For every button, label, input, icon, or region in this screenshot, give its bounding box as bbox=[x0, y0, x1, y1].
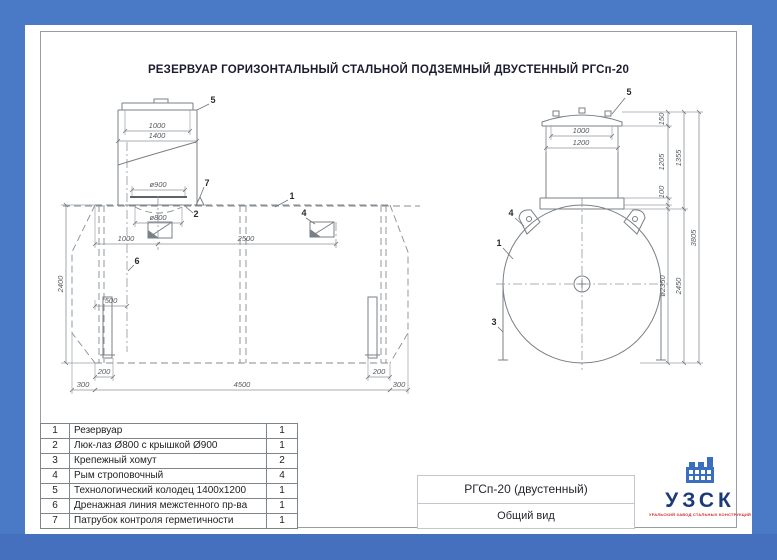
uzsk-logo bbox=[643, 455, 757, 517]
tank-outline-side bbox=[72, 205, 408, 363]
part-qty: 1 bbox=[267, 424, 298, 439]
callout-well-end: 5 bbox=[626, 87, 632, 97]
part-name: Дренажная линия межстенного пр-ва bbox=[70, 499, 267, 514]
strap-right bbox=[365, 297, 380, 358]
dim-edge-to-manhole: 1000 bbox=[117, 234, 135, 243]
dim-well-inner-side: 1000 bbox=[148, 121, 166, 130]
well-end bbox=[540, 108, 624, 209]
dim-right-strap: 200 bbox=[372, 367, 386, 376]
table-row bbox=[41, 439, 298, 454]
part-qty: 1 bbox=[267, 484, 298, 499]
rym-end-left bbox=[519, 210, 540, 234]
extension-lines-end bbox=[546, 112, 703, 363]
dim-cover-dia: ø900 bbox=[149, 180, 167, 189]
callout-drain: 6 bbox=[134, 256, 140, 266]
dim-tank-height: 2450 bbox=[674, 277, 683, 295]
part-name: Резервуар bbox=[70, 424, 267, 439]
part-qty: 1 bbox=[267, 439, 298, 454]
dim-well-outer-side: 1400 bbox=[148, 131, 166, 140]
callout-manhole: 2 bbox=[193, 209, 199, 219]
part-qty: 1 bbox=[267, 514, 298, 529]
table-row bbox=[41, 424, 298, 439]
part-name: Крепежный хомут bbox=[70, 454, 267, 469]
drawing-title: РЕЗЕРВУАР ГОРИЗОНТАЛЬНЫЙ СТАЛЬНОЙ ПОДЗЕМНЫЙ ДВУСТЕННЫЙ РГСп-20 bbox=[147, 64, 630, 76]
part-qty: 1 bbox=[267, 499, 298, 514]
bottom-strip bbox=[0, 534, 777, 560]
dimension-lines-end bbox=[546, 112, 699, 363]
callout-leaders-end bbox=[498, 98, 625, 332]
part-no: 4 bbox=[41, 469, 70, 484]
dim-cone-right: 300 bbox=[392, 380, 406, 389]
title-block bbox=[417, 475, 635, 529]
part-no: 2 bbox=[41, 439, 70, 454]
dim-height-side: 2400 bbox=[56, 275, 65, 293]
dim-manhole-to-rym: 2500 bbox=[237, 234, 255, 243]
dim-well-height: 1205 bbox=[657, 153, 666, 171]
factory-icon bbox=[680, 455, 720, 485]
table-row bbox=[41, 499, 298, 514]
dim-well-total: 1355 bbox=[674, 149, 683, 167]
callout-tank-end: 1 bbox=[496, 238, 502, 248]
part-qty: 2 bbox=[267, 454, 298, 469]
table-row bbox=[41, 454, 298, 469]
part-name: Патрубок контроля герметичности bbox=[70, 514, 267, 529]
extension-lines-side bbox=[61, 110, 408, 394]
rym-end-right bbox=[624, 210, 645, 234]
dim-lid-height: 150 bbox=[657, 112, 666, 126]
part-no: 1 bbox=[41, 424, 70, 439]
rym-side-1 bbox=[148, 222, 172, 238]
rym-side-2 bbox=[310, 222, 334, 237]
table-row bbox=[41, 469, 298, 484]
callout-tank-side: 1 bbox=[289, 191, 295, 201]
dim-well-outer-end: 1200 bbox=[572, 138, 590, 147]
dim-drain-offset: 500 bbox=[104, 296, 118, 305]
part-no: 3 bbox=[41, 454, 70, 469]
dimension-lines-side bbox=[66, 131, 408, 390]
logo-abbr: УЗСК bbox=[665, 489, 735, 512]
part-no: 7 bbox=[41, 514, 70, 529]
dim-total-height: 3805 bbox=[689, 229, 698, 247]
drawing-sheet bbox=[25, 25, 752, 534]
parts-table bbox=[40, 423, 298, 529]
dim-left-strap: 200 bbox=[97, 367, 111, 376]
title-block-model: РГСп-20 (двустенный) bbox=[418, 476, 634, 504]
table-row bbox=[41, 514, 298, 529]
part-qty: 4 bbox=[267, 469, 298, 484]
callout-clamp: 3 bbox=[491, 317, 497, 327]
side-view bbox=[56, 95, 420, 394]
dim-cone-left: 300 bbox=[76, 380, 90, 389]
dim-well-inner-end: 1000 bbox=[572, 126, 590, 135]
dim-overlap: 100 bbox=[657, 185, 666, 199]
part-name: Рым строповочный bbox=[70, 469, 267, 484]
table-row bbox=[41, 484, 298, 499]
part-no: 6 bbox=[41, 499, 70, 514]
part-name: Люк-лаз Ø800 с крышкой Ø900 bbox=[70, 439, 267, 454]
dim-diameter: ø2350 bbox=[658, 275, 667, 297]
part-name: Технологический колодец 1400х1200 bbox=[70, 484, 267, 499]
dim-body-length: 4500 bbox=[233, 380, 251, 389]
callout-nozzle: 7 bbox=[204, 178, 210, 188]
logo-tagline: УРАЛЬСКИЙ ЗАВОД СТАЛЬНЫХ КОНСТРУКЦИЙ bbox=[649, 512, 751, 517]
callout-rym-end: 4 bbox=[508, 208, 514, 218]
part-no: 5 bbox=[41, 484, 70, 499]
manhole bbox=[125, 197, 204, 213]
end-view bbox=[491, 87, 703, 370]
title-block-view: Общий вид bbox=[497, 510, 555, 522]
dim-manhole-dia: ø800 bbox=[149, 213, 167, 222]
callout-well-side: 5 bbox=[210, 95, 216, 105]
callout-rym-side: 4 bbox=[301, 208, 307, 218]
